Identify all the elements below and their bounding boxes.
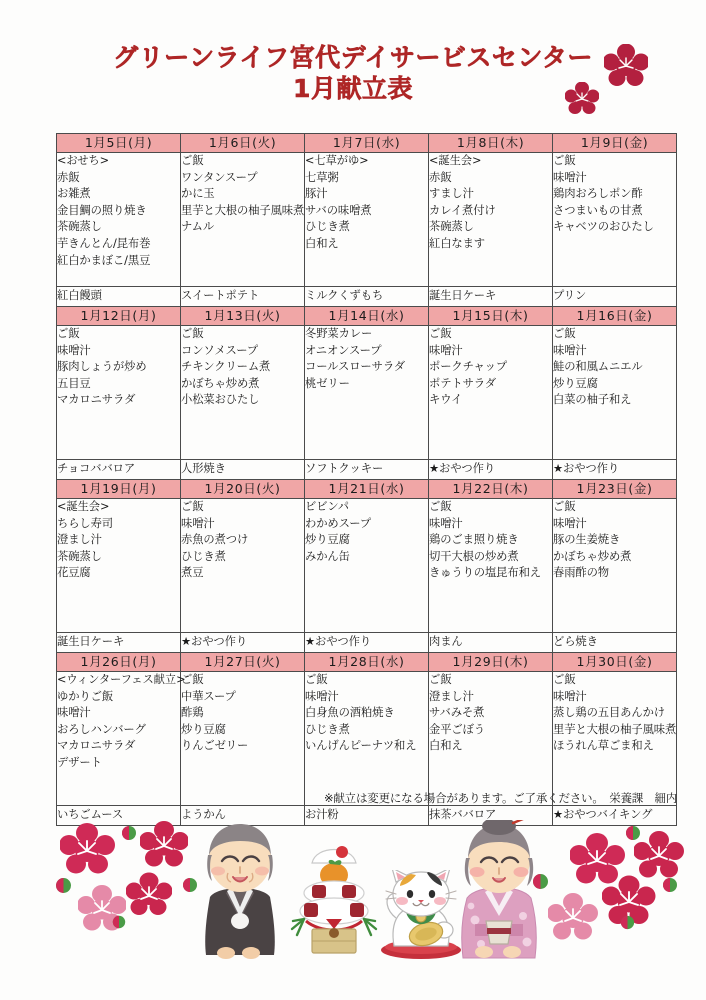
- week-header-row: [57, 307, 677, 326]
- snack-cell: プリン: [553, 287, 677, 307]
- meal-item: 炒り豆腐: [305, 533, 350, 547]
- meal-item: ご飯: [429, 673, 452, 686]
- meal-item: ポークチャップ: [429, 360, 508, 374]
- meal-cell: [181, 153, 305, 287]
- snack-cell: ★おやつ作り: [429, 460, 553, 480]
- snack-cell: ミルクくずもち: [305, 287, 429, 307]
- meal-item: 五目豆: [57, 376, 91, 390]
- illustration-strip: [0, 815, 706, 1000]
- snack-cell: 抹茶ババロア: [429, 806, 553, 826]
- meal-item: カレイ煮付け: [429, 203, 496, 217]
- meal-item: 味噌汁: [429, 516, 463, 530]
- meal-cell: [429, 672, 553, 806]
- kagami-mochi-illustration: [290, 833, 378, 961]
- day-header-cell: 1月28日(水): [305, 653, 429, 672]
- meal-item: ゆかりご飯: [57, 689, 113, 703]
- meal-item: 白和え: [429, 739, 463, 753]
- meal-item: 小松菜おひたし: [181, 393, 260, 407]
- meal-item: <誕生会>: [57, 500, 110, 513]
- meal-item: 茶碗蒸し: [57, 220, 102, 234]
- page-title: [0, 44, 706, 103]
- meal-item: 鮭の和風ムニエル: [553, 360, 643, 374]
- meal-item: ひじき煮: [305, 722, 350, 736]
- meal-item: ご飯: [553, 327, 576, 340]
- week-header-row: [57, 653, 677, 672]
- page-title-line2: 1月献立表: [293, 74, 413, 103]
- meal-cell: [181, 499, 305, 633]
- maneki-neko-illustration: [378, 870, 464, 960]
- meal-item: ご飯: [553, 500, 576, 513]
- plum-bud-icon: [121, 825, 137, 841]
- week-header-row: [57, 480, 677, 499]
- meal-item: 鶏肉おろしポン酢: [553, 187, 643, 201]
- meal-item: わかめスープ: [305, 516, 372, 530]
- meal-item: 春雨酢の物: [553, 566, 609, 580]
- meal-row: [57, 326, 677, 460]
- plum-bud-icon: [112, 915, 126, 929]
- snack-cell: お汁粉: [305, 806, 429, 826]
- elderly-man-bowing-illustration: [196, 823, 284, 961]
- meal-item: かぼちゃ炒め煮: [553, 549, 632, 563]
- meal-item: 里芋と大根の柚子風味煮: [181, 203, 305, 217]
- plum-blossom-icon: [548, 893, 598, 941]
- meal-row: [57, 672, 677, 806]
- day-header-cell: 1月14日(水): [305, 307, 429, 326]
- meal-item: ご飯: [57, 327, 80, 340]
- meal-item: ご飯: [553, 673, 576, 686]
- snack-cell: ★おやつ作り: [553, 460, 677, 480]
- meal-item: お雑煮: [57, 187, 91, 201]
- snack-cell: 誕生日ケーキ: [429, 287, 553, 307]
- meal-cell: [305, 672, 429, 806]
- day-header-cell: 1月29日(木): [429, 653, 553, 672]
- meal-item: ほうれん草ごま和え: [553, 739, 654, 753]
- meal-item: 芋きんとん/昆布巻: [57, 236, 151, 250]
- snack-cell: ★おやつバイキング: [553, 806, 677, 826]
- snack-row: [57, 460, 677, 480]
- meal-item: ご飯: [181, 673, 204, 686]
- meal-item: きゅうりの塩昆布和え: [429, 566, 541, 580]
- plum-bud-icon: [532, 873, 549, 890]
- meal-cell: [305, 153, 429, 287]
- plum-bud-icon: [625, 825, 641, 841]
- meal-item: 鶏のごま照り焼き: [429, 533, 519, 547]
- day-header-cell: 1月22日(木): [429, 480, 553, 499]
- day-header-cell: 1月19日(月): [57, 480, 181, 499]
- meal-item: オニオンスープ: [305, 343, 382, 357]
- meal-row: [57, 499, 677, 633]
- meal-item: りんごゼリー: [181, 739, 249, 753]
- snack-cell: 人形焼き: [181, 460, 305, 480]
- meal-item: かぼちゃ炒め煮: [181, 376, 260, 390]
- meal-item: 金目鯛の照り焼き: [57, 203, 147, 217]
- day-header-cell: 1月30日(金): [553, 653, 677, 672]
- meal-cell: [57, 499, 181, 633]
- snack-cell: 肉まん: [429, 633, 553, 653]
- day-header-cell: 1月9日(金): [553, 134, 677, 153]
- day-header-cell: 1月8日(木): [429, 134, 553, 153]
- meal-item: 花豆腐: [57, 566, 91, 580]
- meal-item: 炒り豆腐: [181, 722, 226, 736]
- meal-item: マカロニサラダ: [57, 393, 136, 407]
- elderly-woman-kimono-illustration: [455, 820, 543, 962]
- meal-item: <おせち>: [57, 154, 109, 167]
- meal-item: 冬野菜カレー: [305, 327, 373, 340]
- meal-item: ビビンパ: [305, 500, 349, 513]
- meal-item: ご飯: [553, 154, 576, 167]
- meal-item: ご飯: [181, 327, 204, 340]
- day-header-cell: 1月16日(金): [553, 307, 677, 326]
- day-header-cell: 1月12日(月): [57, 307, 181, 326]
- meal-item: 澄まし汁: [57, 533, 102, 547]
- meal-item: マカロニサラダ: [57, 739, 136, 753]
- meal-item: 白菜の柚子和え: [553, 393, 632, 407]
- snack-cell: 誕生日ケーキ: [57, 633, 181, 653]
- meal-cell: [57, 153, 181, 287]
- meal-item: 紅白かまぼこ/黒豆: [57, 253, 151, 267]
- meal-cell: [429, 499, 553, 633]
- meal-cell: [553, 326, 677, 460]
- snack-cell: ソフトクッキー: [305, 460, 429, 480]
- meal-item: 味噌汁: [181, 516, 215, 530]
- meal-item: 赤魚の煮つけ: [181, 533, 249, 547]
- day-header-cell: 1月5日(月): [57, 134, 181, 153]
- meal-cell: [429, 153, 553, 287]
- plum-bud-icon: [620, 915, 635, 930]
- day-header-cell: 1月23日(金): [553, 480, 677, 499]
- week-header-row: [57, 134, 677, 153]
- meal-item: いんげんピーナツ和え: [305, 739, 417, 753]
- meal-cell: [553, 672, 677, 806]
- meal-item: 味噌汁: [553, 170, 587, 184]
- meal-item: <ウィンターフェス献立>: [57, 673, 186, 686]
- meal-item: ちらし寿司: [57, 516, 113, 530]
- meal-item: 白和え: [305, 236, 339, 250]
- meal-item: サバみそ煮: [429, 706, 485, 720]
- meal-item: 中華スープ: [181, 689, 236, 703]
- meal-item: ご飯: [181, 500, 204, 513]
- plum-blossom-icon: [126, 872, 172, 916]
- meal-item: ひじき煮: [305, 220, 350, 234]
- snack-row: [57, 633, 677, 653]
- snack-cell: ようかん: [181, 806, 305, 826]
- meal-item: ご飯: [429, 327, 452, 340]
- meal-item: チキンクリーム煮: [181, 360, 271, 374]
- meal-item: 味噌汁: [305, 689, 339, 703]
- snack-cell: チョコババロア: [57, 460, 181, 480]
- day-header-cell: 1月6日(火): [181, 134, 305, 153]
- meal-item: 白身魚の酒粕焼き: [305, 706, 395, 720]
- day-header-cell: 1月13日(火): [181, 307, 305, 326]
- meal-item: サバの味噌煮: [305, 203, 372, 217]
- meal-cell: [57, 672, 186, 806]
- meal-item: 切干大根の炒め煮: [429, 549, 519, 563]
- meal-item: キャベツのおひたし: [553, 220, 654, 234]
- meal-item: 煮豆: [181, 566, 204, 580]
- meal-item: 酢鶏: [181, 706, 204, 720]
- day-header-cell: 1月26日(月): [57, 653, 181, 672]
- meal-cell: [305, 326, 429, 460]
- day-header-cell: 1月20日(火): [181, 480, 305, 499]
- meal-item: 里芋と大根の柚子風味煮: [553, 722, 677, 736]
- meal-cell: [57, 326, 181, 460]
- meal-item: 赤飯: [57, 170, 80, 184]
- meal-cell: [553, 153, 677, 287]
- meal-item: すまし汁: [429, 187, 474, 201]
- meal-item: デザート: [57, 755, 102, 769]
- meal-item: 茶碗蒸し: [429, 220, 474, 234]
- meal-item: かに玉: [181, 187, 215, 201]
- plum-blossom-icon: [634, 831, 684, 879]
- plum-blossom-icon: [140, 821, 188, 867]
- meal-item: ひじき煮: [181, 549, 226, 563]
- meal-cell: [305, 499, 429, 633]
- meal-item: 豚肉しょうが炒め: [57, 360, 147, 374]
- day-header-cell: 1月7日(水): [305, 134, 429, 153]
- meal-item: 炒り豆腐: [553, 376, 598, 390]
- meal-item: さつまいもの甘煮: [553, 203, 643, 217]
- meal-row: [57, 153, 677, 287]
- day-header-cell: 1月15日(木): [429, 307, 553, 326]
- day-header-cell: 1月27日(火): [181, 653, 305, 672]
- snack-cell: 紅白饅頭: [57, 287, 181, 307]
- meal-item: 桃ゼリー: [305, 376, 350, 390]
- meal-item: 澄まし汁: [429, 689, 474, 703]
- page-title-line1: グリーンライフ宮代デイサービスセンター: [113, 43, 593, 72]
- snack-row: [57, 287, 677, 307]
- plum-bud-icon: [55, 877, 72, 894]
- meal-item: <誕生会>: [429, 154, 482, 167]
- day-header-cell: 1月21日(水): [305, 480, 429, 499]
- meal-item: <七草がゆ>: [305, 154, 369, 167]
- menu-table: [56, 133, 677, 826]
- meal-item: コールスローサラダ: [305, 360, 406, 374]
- meal-item: 赤飯: [429, 170, 452, 184]
- meal-cell: [181, 326, 305, 460]
- snack-cell: どら焼き: [553, 633, 677, 653]
- meal-item: 豚汁: [305, 187, 328, 201]
- meal-item: 蒸し鶏の五目あんかけ: [553, 706, 665, 720]
- snack-cell: スイートポテト: [181, 287, 305, 307]
- meal-item: おろしハンバーグ: [57, 722, 146, 736]
- meal-item: ワンタンスープ: [181, 170, 258, 184]
- meal-cell: [429, 326, 553, 460]
- meal-item: 味噌汁: [553, 689, 587, 703]
- plum-bud-icon: [662, 877, 678, 893]
- meal-item: キウイ: [429, 393, 463, 407]
- meal-item: 紅白なます: [429, 236, 485, 250]
- meal-item: 金平ごぼう: [429, 722, 485, 736]
- meal-item: みかん缶: [305, 549, 350, 563]
- meal-cell: [181, 672, 305, 806]
- meal-item: コンソメスープ: [181, 343, 259, 357]
- plum-blossom-icon: [60, 823, 115, 875]
- snack-cell: ★おやつ作り: [181, 633, 305, 653]
- meal-item: ご飯: [181, 154, 204, 167]
- footnote-text: ※献立は変更になる場合があります。ご了承ください。 栄養課 細内: [323, 791, 677, 805]
- meal-item: 茶碗蒸し: [57, 549, 102, 563]
- meal-cell: [553, 499, 677, 633]
- meal-item: 味噌汁: [57, 343, 91, 357]
- meal-item: 味噌汁: [553, 516, 587, 530]
- meal-item: 七草粥: [305, 170, 339, 184]
- snack-cell: ★おやつ作り: [305, 633, 429, 653]
- meal-item: ナムル: [181, 220, 215, 234]
- meal-item: 豚の生姜焼き: [553, 533, 621, 547]
- meal-item: 味噌汁: [553, 343, 587, 357]
- snack-cell: いちごムース: [57, 806, 181, 826]
- meal-item: ご飯: [429, 500, 452, 513]
- meal-item: ご飯: [305, 673, 328, 686]
- meal-item: 味噌汁: [57, 706, 91, 720]
- meal-item: 味噌汁: [429, 343, 463, 357]
- meal-item: ポテトサラダ: [429, 376, 497, 390]
